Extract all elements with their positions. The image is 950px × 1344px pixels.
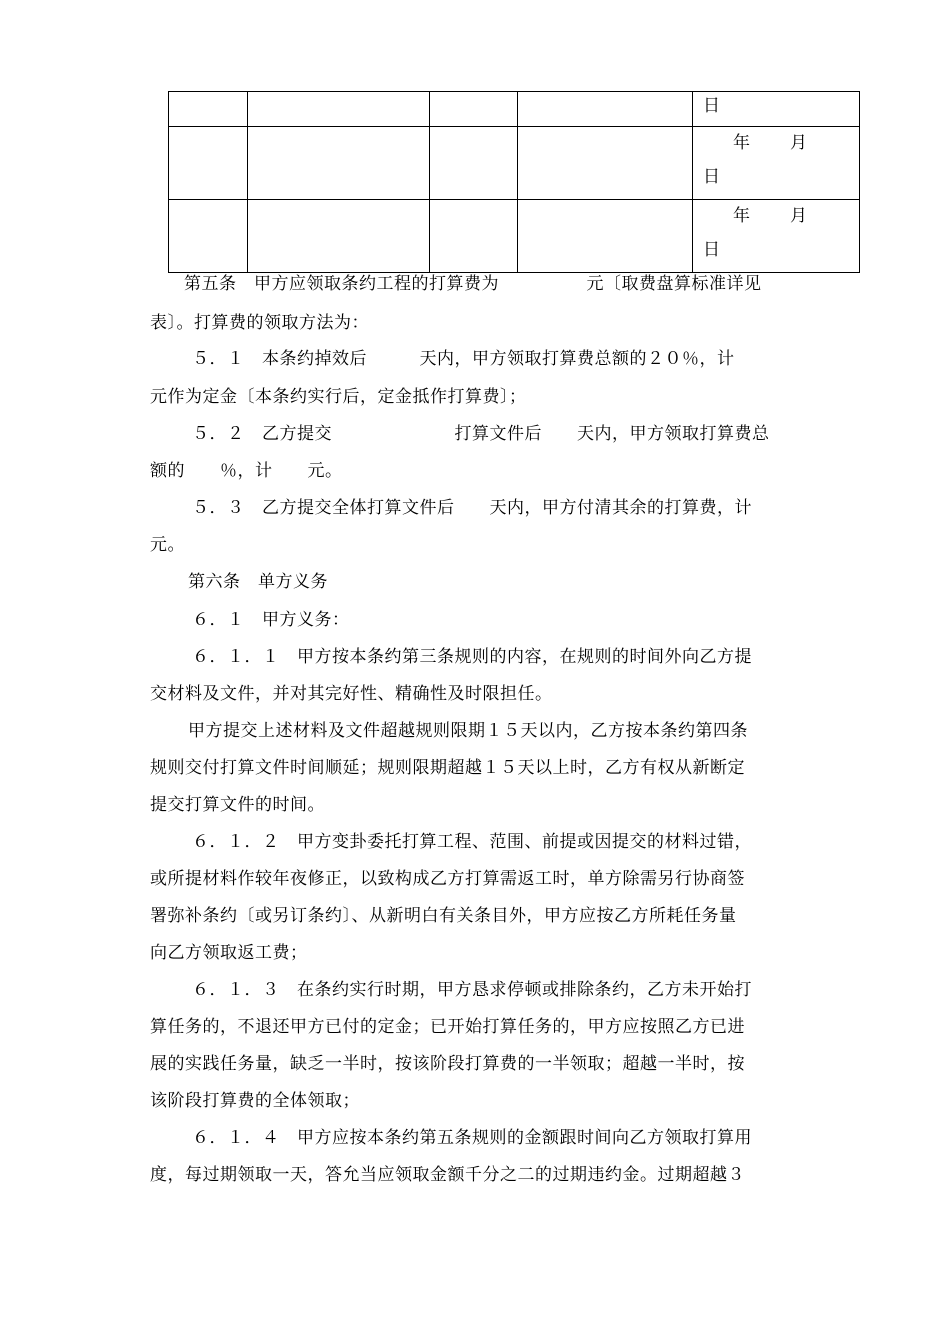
article-6-heading: 第六条 单方义务 — [188, 572, 328, 592]
year-label: 年 — [733, 206, 750, 226]
text-line: 规则交付打算文件时间顺延；规则限期超越１５天以上时，乙方有权从新断定 — [150, 758, 745, 778]
text-line: 表〕。打算费的领取方法为： — [150, 313, 369, 333]
table-cell — [248, 200, 430, 273]
clause-6-1-4: ６．１．４ 甲方应按本条约第五条规则的金额跟时间向乙方领取打算用 — [192, 1128, 752, 1148]
text-line: 算任务的，不退还甲方已付的定金；已开始打算任务的，甲方应按照乙方已进 — [150, 1017, 745, 1037]
text-line: 交材料及文件，并对其完好性、精确性及时限担任。 — [150, 684, 553, 704]
date-cell — [693, 200, 860, 273]
table-cell — [169, 200, 248, 273]
clause-5-3: ５．３ 乙方提交全体打算文件后 天内，甲方付清其余的打算费，计 — [192, 498, 752, 518]
date-cell — [693, 92, 860, 127]
day-label: 日 — [703, 96, 720, 116]
table-cell — [169, 92, 248, 127]
article-5-heading: 第五条 甲方应领取条约工程的打算费为 元〔取费盘算标准详见 — [184, 274, 762, 294]
clause-5-1: ５．１ 本条约掉效后 天内，甲方领取打算费总额的２０％，计 — [192, 349, 735, 369]
text-line: 额的 ％，计 元。 — [150, 461, 343, 481]
text-line: 甲方提交上述材料及文件超越规则限期１５天以内，乙方按本条约第四条 — [188, 721, 748, 741]
text-line: 署弥补条约〔或另订条约〕、从新明白有关条目外，甲方应按乙方所耗任务量 — [150, 906, 737, 926]
text-line: 或所提材料作较年夜修正，以致构成乙方打算需返工时，单方除需另行协商签 — [150, 869, 745, 889]
date-cell — [693, 127, 860, 200]
table-row — [169, 92, 860, 127]
text-line: 元作为定金〔本条约实行后，定金抵作打算费〕； — [150, 387, 527, 407]
table-cell — [430, 92, 518, 127]
table-cell — [248, 127, 430, 200]
clause-6-1-3: ６．１．３ 在条约实行时期，甲方恳求停顿或排除条约，乙方未开始打 — [192, 980, 752, 1000]
month-label: 月 — [790, 133, 807, 153]
day-label: 日 — [703, 167, 720, 187]
month-label: 月 — [790, 206, 807, 226]
table-row — [169, 127, 860, 200]
clause-6-1-2: ６．１．２ 甲方变卦委托打算工程、范围、前提或因提交的材料过错， — [192, 832, 752, 852]
text-line: 该阶段打算费的全体领取； — [150, 1091, 360, 1111]
schedule-table — [168, 91, 860, 273]
table-row — [169, 200, 860, 273]
text-line: 展的实践任务量，缺乏一半时，按该阶段打算费的一半领取；超越一半时，按 — [150, 1054, 745, 1074]
table-cell — [518, 200, 693, 273]
table-cell — [169, 127, 248, 200]
text-line: 元。 — [150, 535, 185, 555]
table-cell — [430, 127, 518, 200]
table-cell — [518, 127, 693, 200]
clause-6-1: ６．１ 甲方义务： — [192, 610, 350, 630]
year-label: 年 — [733, 133, 750, 153]
table-cell — [518, 92, 693, 127]
clause-5-2: ５．２ 乙方提交 打算文件后 天内，甲方领取打算费总 — [192, 424, 770, 444]
table-cell — [430, 200, 518, 273]
text-line: 度，每过期领取一天，答允当应领取金额千分之二的过期违约金。过期超越３ — [150, 1165, 745, 1185]
text-line: 向乙方领取返工费； — [150, 943, 308, 963]
text-line: 提交打算文件的时间。 — [150, 795, 325, 815]
table-cell — [248, 92, 430, 127]
clause-6-1-1: ６．１．１ 甲方按本条约第三条规则的内容，在规则的时间外向乙方提 — [192, 647, 752, 667]
day-label: 日 — [703, 240, 720, 260]
